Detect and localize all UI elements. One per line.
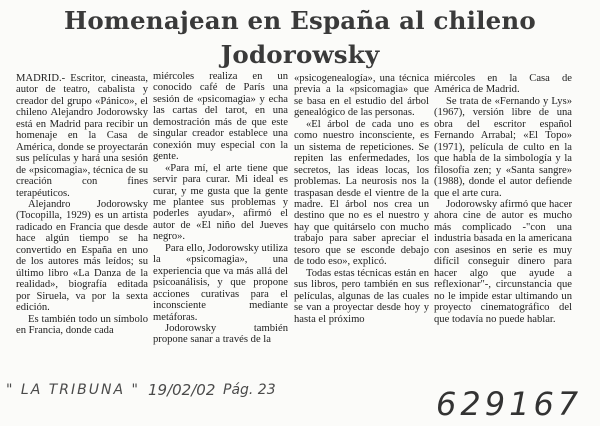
handwritten-archive-number: 629167 <box>436 385 583 423</box>
paragraph: Para ello, Jodorowsky utiliza la «psicomagia», una experiencia que va más allá del psicoanálisis, y que propone acciones curativas para el inconsciente mediante metáforas. <box>153 242 288 323</box>
paragraph: miércoles en la Casa de América de Madrid. <box>434 73 572 96</box>
article-column-1 <box>16 73 148 336</box>
handwritten-page: Pág. 23 <box>223 382 276 398</box>
article-column-3 <box>294 73 429 325</box>
paragraph: Alejandro Jodorowsky (Tocopilla, 1929) es un artista radicado en Francia que desde hace algún tiempo se ha convertido en España en uno de los autores más leídos; su último libro «La Danza de la realidad», biografía editada por Siruela, va por la sexta edición. <box>16 198 148 314</box>
article-column-2 <box>153 71 288 346</box>
paragraph: MADRID.- Escritor, cineasta, autor de teatro, cabalista y creador del grupo «Pánico», el chileno Alejandro Jodorowsky está en Madrid para recibir un homenaje en la Casa de América, donde se proyectarán sus películas y hará una sesión de «psicomagia», técnica de su creación con fines terapéuticos. <box>16 73 148 199</box>
paragraph: Jodorowsky afirmó que hacer ahora cine de autor es mucho más complicado -"con una industria basada en la americana con asesinos en serie es muy difícil conseguir dinero para hacer algo que ayude a reflexionar"-, circunstancia que no le impide estar ultimando un proyecto cinematográfico del que todavía no puede hablar. <box>434 198 572 325</box>
paragraph: Se trata de «Fernando y Lys» (1967), versión libre de una obra del escritor español Fernando Arrabal; «El Topo» (1971), película de culto en la que habla de la simbología y la filosofía zen; y «Santa sangre» (1988), donde el autor defiende que el arte cura. <box>434 95 572 199</box>
paragraph: «psicogenealogía», una técnica previa a la «psicomagia» que se basa en el estudio del árbol genealógico de las personas. <box>294 73 429 119</box>
paragraph: Es también todo un símbolo en Francia, donde cada <box>16 313 148 336</box>
paragraph: miércoles realiza en un conocido café de París una sesión de «psicomagia» y echa las cartas del tarot, en una demostración más de que este singular creador establece una conexión muy especial con la gente. <box>153 71 288 163</box>
handwritten-source: " LA TRIBUNA " <box>6 382 140 398</box>
paragraph: «Para mí, el arte tiene que servir para curar. Mi ideal es curar, y me gusta que la gente me plantee sus problemas y poderles ayudar», afirmó el autor de «El niño del Jueves negro». <box>153 162 288 243</box>
paragraph: Todas estas técnicas están en sus libros, pero también en sus películas, algunas de las cuales se van a proyectar desde hoy y hasta el próximo <box>294 267 429 325</box>
paragraph: Jodorowsky también propone sanar a través de la <box>153 322 288 346</box>
headline: Homenajean en España al chileno Jodorowsky <box>64 6 536 69</box>
handwritten-date: 19/02/02 <box>148 381 216 399</box>
article-column-4 <box>434 73 572 325</box>
paragraph: «El árbol de cada uno es como nuestro inconsciente, es un sistema de repeticiones. Se repiten las enfermedades, los secretos, las ideas locas, los problemas. La neurosis nos la traspasan desde el vientre de la madre. El árbol nos crea un destino que no es el nuestro y hay que quitárselo con mucho trabajo para saber apreciar el tesoro que se esconde debajo de todo eso», explicó. <box>294 118 429 268</box>
